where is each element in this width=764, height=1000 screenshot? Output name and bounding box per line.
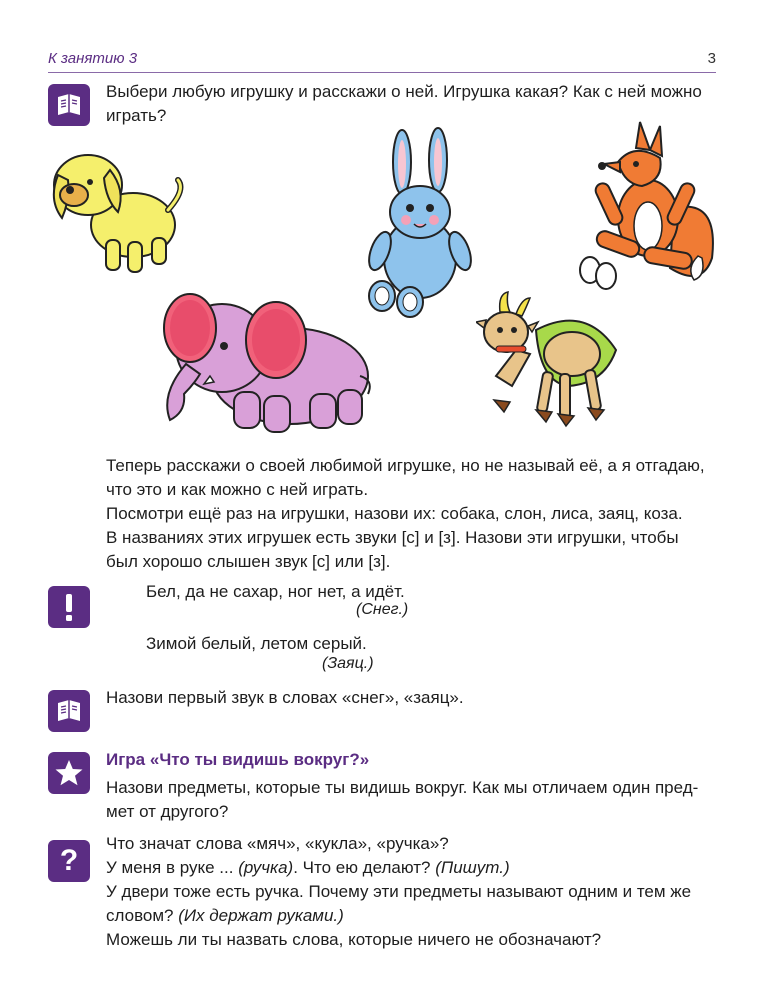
questions-block — [106, 832, 726, 952]
game-title: Игра «Что ты видишь вокруг?» — [106, 750, 370, 769]
question-line: словом? (Их держат руками.) — [106, 906, 344, 925]
story-line: В названиях этих игрушек есть звуки [с] и [з]. Назови эти игрушки, чтобы — [106, 528, 679, 547]
dog-toy-illustration — [48, 140, 188, 280]
story-paragraph — [106, 454, 726, 574]
header-divider — [48, 72, 716, 73]
book-icon — [48, 690, 90, 732]
riddle-2-answer: (Заяц.) — [322, 655, 374, 672]
task1-text: Выбери любую игрушку и расскажи о ней. Игрушка какая? Как с ней можно играть? — [106, 82, 702, 125]
question-line: Что значат слова «мяч», «кукла», «ручка»? — [106, 834, 449, 853]
game-text — [106, 776, 726, 824]
riddle-2-text: Зимой белый, летом серый. — [146, 634, 367, 653]
page-header — [48, 50, 716, 70]
page-number: 3 — [707, 50, 716, 67]
story-line: Посмотри ещё раз на игрушки, назови их: собака, слон, лиса, заяц, коза. — [106, 504, 683, 523]
story-line: был хорошо слышен звук [с] или [з]. — [106, 552, 391, 571]
lesson-reference: К занятию 3 — [48, 50, 138, 67]
question-line: У двери тоже есть ручка. Почему эти предметы называют одним и тем же — [106, 882, 692, 901]
question-line: У меня в руке ... (ручка). Что ею делают? (Пишут.) — [106, 858, 510, 877]
exclamation-icon — [48, 586, 90, 628]
game-line: Назови предметы, которые ты видишь вокруг. Как мы отличаем один пред- — [106, 778, 699, 797]
riddle-1-text: Бел, да не сахар, ног нет, а идёт. — [146, 582, 405, 601]
riddle-1-answer: (Снег.) — [356, 601, 409, 618]
game-line: мет от другого? — [106, 802, 229, 821]
story-line: Теперь расскажи о своей любимой игрушке, но не называй её, а я отгадаю, — [106, 456, 705, 475]
question-line: Можешь ли ты назвать слова, которые ничего не обозначают? — [106, 930, 602, 949]
story-line: что это и как можно с ней играть. — [106, 480, 369, 499]
star-icon — [48, 752, 90, 794]
task2-text: Назови первый звук в словах «снег», «заяц». — [106, 688, 464, 707]
book-icon — [48, 84, 90, 126]
question-icon: ? — [48, 840, 90, 882]
hare-toy-illustration — [362, 126, 474, 320]
goat-toy-illustration — [476, 290, 628, 430]
elephant-toy-illustration — [160, 284, 378, 438]
fox-toy-illustration — [574, 118, 720, 298]
